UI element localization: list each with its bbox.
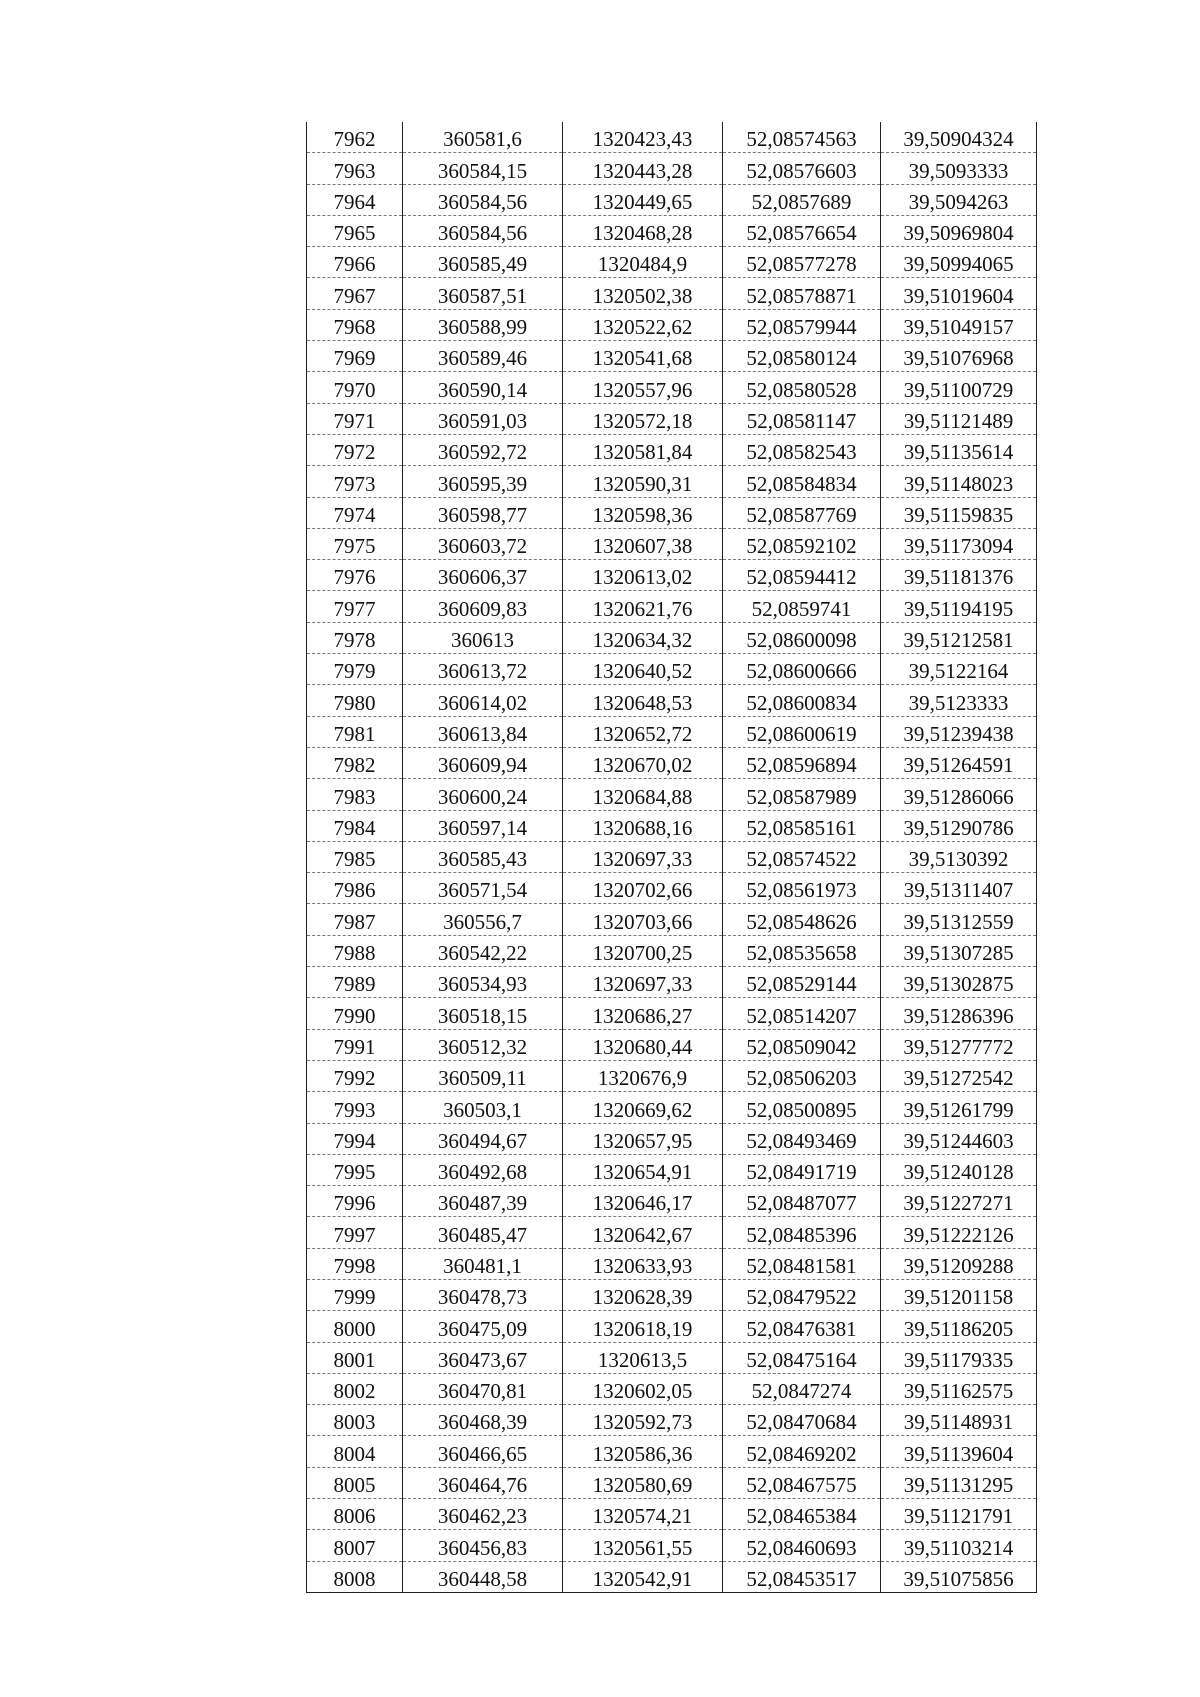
latitude-cell: 52,0859741 xyxy=(723,591,881,622)
x-coordinate-cell: 360597,14 xyxy=(403,810,563,841)
latitude-cell: 52,08467575 xyxy=(723,1467,881,1498)
y-coordinate-cell: 1320634,32 xyxy=(563,622,723,653)
point-number-cell: 7977 xyxy=(307,591,403,622)
point-number-cell: 7980 xyxy=(307,685,403,716)
latitude-cell: 52,08487077 xyxy=(723,1186,881,1217)
point-number-cell: 7984 xyxy=(307,810,403,841)
y-coordinate-cell: 1320592,73 xyxy=(563,1405,723,1436)
point-number-cell: 7994 xyxy=(307,1123,403,1154)
latitude-cell: 52,08594412 xyxy=(723,560,881,591)
y-coordinate-cell: 1320484,9 xyxy=(563,247,723,278)
table-row xyxy=(307,810,1037,841)
point-number-cell: 7982 xyxy=(307,747,403,778)
y-coordinate-cell: 1320640,52 xyxy=(563,654,723,685)
x-coordinate-cell: 360542,22 xyxy=(403,935,563,966)
x-coordinate-cell: 360585,43 xyxy=(403,841,563,872)
longitude-cell: 39,51103214 xyxy=(881,1530,1037,1561)
y-coordinate-cell: 1320602,05 xyxy=(563,1373,723,1404)
point-number-cell: 7987 xyxy=(307,904,403,935)
table-row xyxy=(307,654,1037,685)
coordinates-table xyxy=(306,122,1037,1593)
point-number-cell: 7988 xyxy=(307,935,403,966)
x-coordinate-cell: 360478,73 xyxy=(403,1279,563,1310)
point-number-cell: 7986 xyxy=(307,873,403,904)
longitude-cell: 39,51131295 xyxy=(881,1467,1037,1498)
x-coordinate-cell: 360462,23 xyxy=(403,1499,563,1530)
table-row xyxy=(307,528,1037,559)
y-coordinate-cell: 1320618,19 xyxy=(563,1311,723,1342)
table-row xyxy=(307,1405,1037,1436)
longitude-cell: 39,51222126 xyxy=(881,1217,1037,1248)
latitude-cell: 52,08481581 xyxy=(723,1248,881,1279)
y-coordinate-cell: 1320557,96 xyxy=(563,372,723,403)
point-number-cell: 7976 xyxy=(307,560,403,591)
x-coordinate-cell: 360609,83 xyxy=(403,591,563,622)
y-coordinate-cell: 1320686,27 xyxy=(563,998,723,1029)
longitude-cell: 39,51277772 xyxy=(881,1029,1037,1060)
longitude-cell: 39,51212581 xyxy=(881,622,1037,653)
y-coordinate-cell: 1320652,72 xyxy=(563,716,723,747)
point-number-cell: 7968 xyxy=(307,309,403,340)
latitude-cell: 52,08465384 xyxy=(723,1499,881,1530)
table-row xyxy=(307,1530,1037,1561)
longitude-cell: 39,51121489 xyxy=(881,403,1037,434)
x-coordinate-cell: 360492,68 xyxy=(403,1154,563,1185)
point-number-cell: 8006 xyxy=(307,1499,403,1530)
table-row xyxy=(307,1279,1037,1310)
longitude-cell: 39,51307285 xyxy=(881,935,1037,966)
point-number-cell: 8002 xyxy=(307,1373,403,1404)
point-number-cell: 7997 xyxy=(307,1217,403,1248)
latitude-cell: 52,08453517 xyxy=(723,1561,881,1592)
table-row xyxy=(307,341,1037,372)
x-coordinate-cell: 360509,11 xyxy=(403,1060,563,1091)
latitude-cell: 52,08529144 xyxy=(723,967,881,998)
x-coordinate-cell: 360591,03 xyxy=(403,403,563,434)
y-coordinate-cell: 1320628,39 xyxy=(563,1279,723,1310)
longitude-cell: 39,50969804 xyxy=(881,215,1037,246)
point-number-cell: 7973 xyxy=(307,466,403,497)
latitude-cell: 52,08592102 xyxy=(723,528,881,559)
table-row xyxy=(307,1060,1037,1091)
longitude-cell: 39,51148023 xyxy=(881,466,1037,497)
longitude-cell: 39,51076968 xyxy=(881,341,1037,372)
y-coordinate-cell: 1320648,53 xyxy=(563,685,723,716)
longitude-cell: 39,51100729 xyxy=(881,372,1037,403)
table-row xyxy=(307,685,1037,716)
table-row xyxy=(307,1248,1037,1279)
longitude-cell: 39,51049157 xyxy=(881,309,1037,340)
y-coordinate-cell: 1320613,5 xyxy=(563,1342,723,1373)
latitude-cell: 52,08561973 xyxy=(723,873,881,904)
latitude-cell: 52,08580124 xyxy=(723,341,881,372)
longitude-cell: 39,5123333 xyxy=(881,685,1037,716)
table-row xyxy=(307,497,1037,528)
y-coordinate-cell: 1320697,33 xyxy=(563,967,723,998)
point-number-cell: 7978 xyxy=(307,622,403,653)
point-number-cell: 7974 xyxy=(307,497,403,528)
x-coordinate-cell: 360475,09 xyxy=(403,1311,563,1342)
x-coordinate-cell: 360581,6 xyxy=(403,122,563,153)
x-coordinate-cell: 360468,39 xyxy=(403,1405,563,1436)
latitude-cell: 52,08582543 xyxy=(723,434,881,465)
table-row xyxy=(307,215,1037,246)
x-coordinate-cell: 360595,39 xyxy=(403,466,563,497)
y-coordinate-cell: 1320703,66 xyxy=(563,904,723,935)
longitude-cell: 39,51181376 xyxy=(881,560,1037,591)
table-row xyxy=(307,1029,1037,1060)
latitude-cell: 52,08479522 xyxy=(723,1279,881,1310)
y-coordinate-cell: 1320561,55 xyxy=(563,1530,723,1561)
longitude-cell: 39,51290786 xyxy=(881,810,1037,841)
table-row xyxy=(307,967,1037,998)
latitude-cell: 52,08475164 xyxy=(723,1342,881,1373)
table-row xyxy=(307,1436,1037,1467)
table-row xyxy=(307,122,1037,153)
x-coordinate-cell: 360609,94 xyxy=(403,747,563,778)
x-coordinate-cell: 360464,76 xyxy=(403,1467,563,1498)
longitude-cell: 39,51173094 xyxy=(881,528,1037,559)
table-row xyxy=(307,372,1037,403)
longitude-cell: 39,51179335 xyxy=(881,1342,1037,1373)
longitude-cell: 39,51286396 xyxy=(881,998,1037,1029)
point-number-cell: 7996 xyxy=(307,1186,403,1217)
table-row xyxy=(307,1123,1037,1154)
x-coordinate-cell: 360590,14 xyxy=(403,372,563,403)
point-number-cell: 7971 xyxy=(307,403,403,434)
longitude-cell: 39,51019604 xyxy=(881,278,1037,309)
y-coordinate-cell: 1320700,25 xyxy=(563,935,723,966)
longitude-cell: 39,51312559 xyxy=(881,904,1037,935)
y-coordinate-cell: 1320670,02 xyxy=(563,747,723,778)
longitude-cell: 39,51240128 xyxy=(881,1154,1037,1185)
table-row xyxy=(307,904,1037,935)
point-number-cell: 7963 xyxy=(307,153,403,184)
y-coordinate-cell: 1320688,16 xyxy=(563,810,723,841)
x-coordinate-cell: 360556,7 xyxy=(403,904,563,935)
point-number-cell: 7970 xyxy=(307,372,403,403)
longitude-cell: 39,5122164 xyxy=(881,654,1037,685)
x-coordinate-cell: 360466,65 xyxy=(403,1436,563,1467)
latitude-cell: 52,08587769 xyxy=(723,497,881,528)
table-row xyxy=(307,278,1037,309)
y-coordinate-cell: 1320613,02 xyxy=(563,560,723,591)
latitude-cell: 52,08493469 xyxy=(723,1123,881,1154)
x-coordinate-cell: 360584,15 xyxy=(403,153,563,184)
latitude-cell: 52,08576603 xyxy=(723,153,881,184)
longitude-cell: 39,51121791 xyxy=(881,1499,1037,1530)
table-row xyxy=(307,403,1037,434)
longitude-cell: 39,51148931 xyxy=(881,1405,1037,1436)
table-row xyxy=(307,747,1037,778)
point-number-cell: 7993 xyxy=(307,1092,403,1123)
longitude-cell: 39,51239438 xyxy=(881,716,1037,747)
table-row xyxy=(307,935,1037,966)
longitude-cell: 39,51201158 xyxy=(881,1279,1037,1310)
point-number-cell: 7962 xyxy=(307,122,403,153)
longitude-cell: 39,5093333 xyxy=(881,153,1037,184)
x-coordinate-cell: 360588,99 xyxy=(403,309,563,340)
latitude-cell: 52,08460693 xyxy=(723,1530,881,1561)
x-coordinate-cell: 360614,02 xyxy=(403,685,563,716)
longitude-cell: 39,51264591 xyxy=(881,747,1037,778)
table-row xyxy=(307,779,1037,810)
latitude-cell: 52,08514207 xyxy=(723,998,881,1029)
y-coordinate-cell: 1320541,68 xyxy=(563,341,723,372)
latitude-cell: 52,08600834 xyxy=(723,685,881,716)
longitude-cell: 39,51261799 xyxy=(881,1092,1037,1123)
x-coordinate-cell: 360584,56 xyxy=(403,215,563,246)
table-row xyxy=(307,1154,1037,1185)
latitude-cell: 52,08585161 xyxy=(723,810,881,841)
x-coordinate-cell: 360585,49 xyxy=(403,247,563,278)
x-coordinate-cell: 360584,56 xyxy=(403,184,563,215)
point-number-cell: 8001 xyxy=(307,1342,403,1373)
y-coordinate-cell: 1320684,88 xyxy=(563,779,723,810)
longitude-cell: 39,50994065 xyxy=(881,247,1037,278)
latitude-cell: 52,08600098 xyxy=(723,622,881,653)
y-coordinate-cell: 1320646,17 xyxy=(563,1186,723,1217)
table-row xyxy=(307,622,1037,653)
y-coordinate-cell: 1320449,65 xyxy=(563,184,723,215)
x-coordinate-cell: 360613,84 xyxy=(403,716,563,747)
x-coordinate-cell: 360587,51 xyxy=(403,278,563,309)
latitude-cell: 52,08600666 xyxy=(723,654,881,685)
x-coordinate-cell: 360606,37 xyxy=(403,560,563,591)
point-number-cell: 7992 xyxy=(307,1060,403,1091)
table-row xyxy=(307,560,1037,591)
latitude-cell: 52,08587989 xyxy=(723,779,881,810)
longitude-cell: 39,51139604 xyxy=(881,1436,1037,1467)
y-coordinate-cell: 1320590,31 xyxy=(563,466,723,497)
point-number-cell: 8000 xyxy=(307,1311,403,1342)
table-row xyxy=(307,153,1037,184)
latitude-cell: 52,08535658 xyxy=(723,935,881,966)
point-number-cell: 7999 xyxy=(307,1279,403,1310)
y-coordinate-cell: 1320607,38 xyxy=(563,528,723,559)
table-row xyxy=(307,873,1037,904)
latitude-cell: 52,08576654 xyxy=(723,215,881,246)
y-coordinate-cell: 1320702,66 xyxy=(563,873,723,904)
table-row xyxy=(307,1499,1037,1530)
latitude-cell: 52,08509042 xyxy=(723,1029,881,1060)
y-coordinate-cell: 1320502,38 xyxy=(563,278,723,309)
latitude-cell: 52,08548626 xyxy=(723,904,881,935)
table-row xyxy=(307,434,1037,465)
x-coordinate-cell: 360598,77 xyxy=(403,497,563,528)
y-coordinate-cell: 1320598,36 xyxy=(563,497,723,528)
longitude-cell: 39,51286066 xyxy=(881,779,1037,810)
longitude-cell: 39,51209288 xyxy=(881,1248,1037,1279)
latitude-cell: 52,0857689 xyxy=(723,184,881,215)
point-number-cell: 7965 xyxy=(307,215,403,246)
longitude-cell: 39,51135614 xyxy=(881,434,1037,465)
longitude-cell: 39,51186205 xyxy=(881,1311,1037,1342)
longitude-cell: 39,51075856 xyxy=(881,1561,1037,1592)
longitude-cell: 39,5094263 xyxy=(881,184,1037,215)
point-number-cell: 7964 xyxy=(307,184,403,215)
longitude-cell: 39,50904324 xyxy=(881,122,1037,153)
x-coordinate-cell: 360473,67 xyxy=(403,1342,563,1373)
latitude-cell: 52,08574563 xyxy=(723,122,881,153)
x-coordinate-cell: 360613,72 xyxy=(403,654,563,685)
longitude-cell: 39,51302875 xyxy=(881,967,1037,998)
latitude-cell: 52,08581147 xyxy=(723,403,881,434)
y-coordinate-cell: 1320676,9 xyxy=(563,1060,723,1091)
table-row xyxy=(307,841,1037,872)
table-row xyxy=(307,1092,1037,1123)
x-coordinate-cell: 360487,39 xyxy=(403,1186,563,1217)
latitude-cell: 52,08579944 xyxy=(723,309,881,340)
y-coordinate-cell: 1320572,18 xyxy=(563,403,723,434)
table-row xyxy=(307,247,1037,278)
y-coordinate-cell: 1320654,91 xyxy=(563,1154,723,1185)
y-coordinate-cell: 1320580,69 xyxy=(563,1467,723,1498)
y-coordinate-cell: 1320443,28 xyxy=(563,153,723,184)
y-coordinate-cell: 1320680,44 xyxy=(563,1029,723,1060)
y-coordinate-cell: 1320697,33 xyxy=(563,841,723,872)
table-row xyxy=(307,1217,1037,1248)
point-number-cell: 7975 xyxy=(307,528,403,559)
y-coordinate-cell: 1320586,36 xyxy=(563,1436,723,1467)
y-coordinate-cell: 1320542,91 xyxy=(563,1561,723,1592)
x-coordinate-cell: 360534,93 xyxy=(403,967,563,998)
table-row xyxy=(307,1561,1037,1592)
point-number-cell: 7983 xyxy=(307,779,403,810)
point-number-cell: 7995 xyxy=(307,1154,403,1185)
y-coordinate-cell: 1320468,28 xyxy=(563,215,723,246)
table-row xyxy=(307,1467,1037,1498)
point-number-cell: 8003 xyxy=(307,1405,403,1436)
longitude-cell: 39,51272542 xyxy=(881,1060,1037,1091)
x-coordinate-cell: 360485,47 xyxy=(403,1217,563,1248)
y-coordinate-cell: 1320657,95 xyxy=(563,1123,723,1154)
x-coordinate-cell: 360592,72 xyxy=(403,434,563,465)
longitude-cell: 39,51162575 xyxy=(881,1373,1037,1404)
latitude-cell: 52,08577278 xyxy=(723,247,881,278)
latitude-cell: 52,08476381 xyxy=(723,1311,881,1342)
point-number-cell: 7966 xyxy=(307,247,403,278)
y-coordinate-cell: 1320669,62 xyxy=(563,1092,723,1123)
point-number-cell: 7972 xyxy=(307,434,403,465)
table-row xyxy=(307,591,1037,622)
x-coordinate-cell: 360494,67 xyxy=(403,1123,563,1154)
point-number-cell: 7981 xyxy=(307,716,403,747)
y-coordinate-cell: 1320522,62 xyxy=(563,309,723,340)
latitude-cell: 52,08584834 xyxy=(723,466,881,497)
longitude-cell: 39,51194195 xyxy=(881,591,1037,622)
latitude-cell: 52,0847274 xyxy=(723,1373,881,1404)
latitude-cell: 52,08596894 xyxy=(723,747,881,778)
x-coordinate-cell: 360481,1 xyxy=(403,1248,563,1279)
table-row xyxy=(307,466,1037,497)
point-number-cell: 8007 xyxy=(307,1530,403,1561)
y-coordinate-cell: 1320621,76 xyxy=(563,591,723,622)
latitude-cell: 52,08500895 xyxy=(723,1092,881,1123)
table-row xyxy=(307,309,1037,340)
table-row xyxy=(307,1186,1037,1217)
point-number-cell: 8008 xyxy=(307,1561,403,1592)
latitude-cell: 52,08580528 xyxy=(723,372,881,403)
y-coordinate-cell: 1320574,21 xyxy=(563,1499,723,1530)
point-number-cell: 7969 xyxy=(307,341,403,372)
coordinates-table-body xyxy=(307,122,1037,1592)
latitude-cell: 52,08469202 xyxy=(723,1436,881,1467)
x-coordinate-cell: 360613 xyxy=(403,622,563,653)
latitude-cell: 52,08600619 xyxy=(723,716,881,747)
point-number-cell: 8005 xyxy=(307,1467,403,1498)
latitude-cell: 52,08470684 xyxy=(723,1405,881,1436)
point-number-cell: 7989 xyxy=(307,967,403,998)
y-coordinate-cell: 1320423,43 xyxy=(563,122,723,153)
longitude-cell: 39,51159835 xyxy=(881,497,1037,528)
latitude-cell: 52,08491719 xyxy=(723,1154,881,1185)
x-coordinate-cell: 360470,81 xyxy=(403,1373,563,1404)
point-number-cell: 7979 xyxy=(307,654,403,685)
point-number-cell: 7990 xyxy=(307,998,403,1029)
longitude-cell: 39,51244603 xyxy=(881,1123,1037,1154)
table-row xyxy=(307,1373,1037,1404)
x-coordinate-cell: 360603,72 xyxy=(403,528,563,559)
x-coordinate-cell: 360571,54 xyxy=(403,873,563,904)
x-coordinate-cell: 360600,24 xyxy=(403,779,563,810)
point-number-cell: 8004 xyxy=(307,1436,403,1467)
point-number-cell: 7967 xyxy=(307,278,403,309)
y-coordinate-cell: 1320633,93 xyxy=(563,1248,723,1279)
latitude-cell: 52,08485396 xyxy=(723,1217,881,1248)
table-row xyxy=(307,1342,1037,1373)
point-number-cell: 7991 xyxy=(307,1029,403,1060)
y-coordinate-cell: 1320581,84 xyxy=(563,434,723,465)
latitude-cell: 52,08574522 xyxy=(723,841,881,872)
table-row xyxy=(307,1311,1037,1342)
table-row xyxy=(307,184,1037,215)
table-row xyxy=(307,716,1037,747)
latitude-cell: 52,08506203 xyxy=(723,1060,881,1091)
point-number-cell: 7985 xyxy=(307,841,403,872)
longitude-cell: 39,51227271 xyxy=(881,1186,1037,1217)
longitude-cell: 39,5130392 xyxy=(881,841,1037,872)
x-coordinate-cell: 360512,32 xyxy=(403,1029,563,1060)
y-coordinate-cell: 1320642,67 xyxy=(563,1217,723,1248)
longitude-cell: 39,51311407 xyxy=(881,873,1037,904)
x-coordinate-cell: 360456,83 xyxy=(403,1530,563,1561)
x-coordinate-cell: 360503,1 xyxy=(403,1092,563,1123)
x-coordinate-cell: 360589,46 xyxy=(403,341,563,372)
latitude-cell: 52,08578871 xyxy=(723,278,881,309)
table-row xyxy=(307,998,1037,1029)
x-coordinate-cell: 360448,58 xyxy=(403,1561,563,1592)
point-number-cell: 7998 xyxy=(307,1248,403,1279)
x-coordinate-cell: 360518,15 xyxy=(403,998,563,1029)
